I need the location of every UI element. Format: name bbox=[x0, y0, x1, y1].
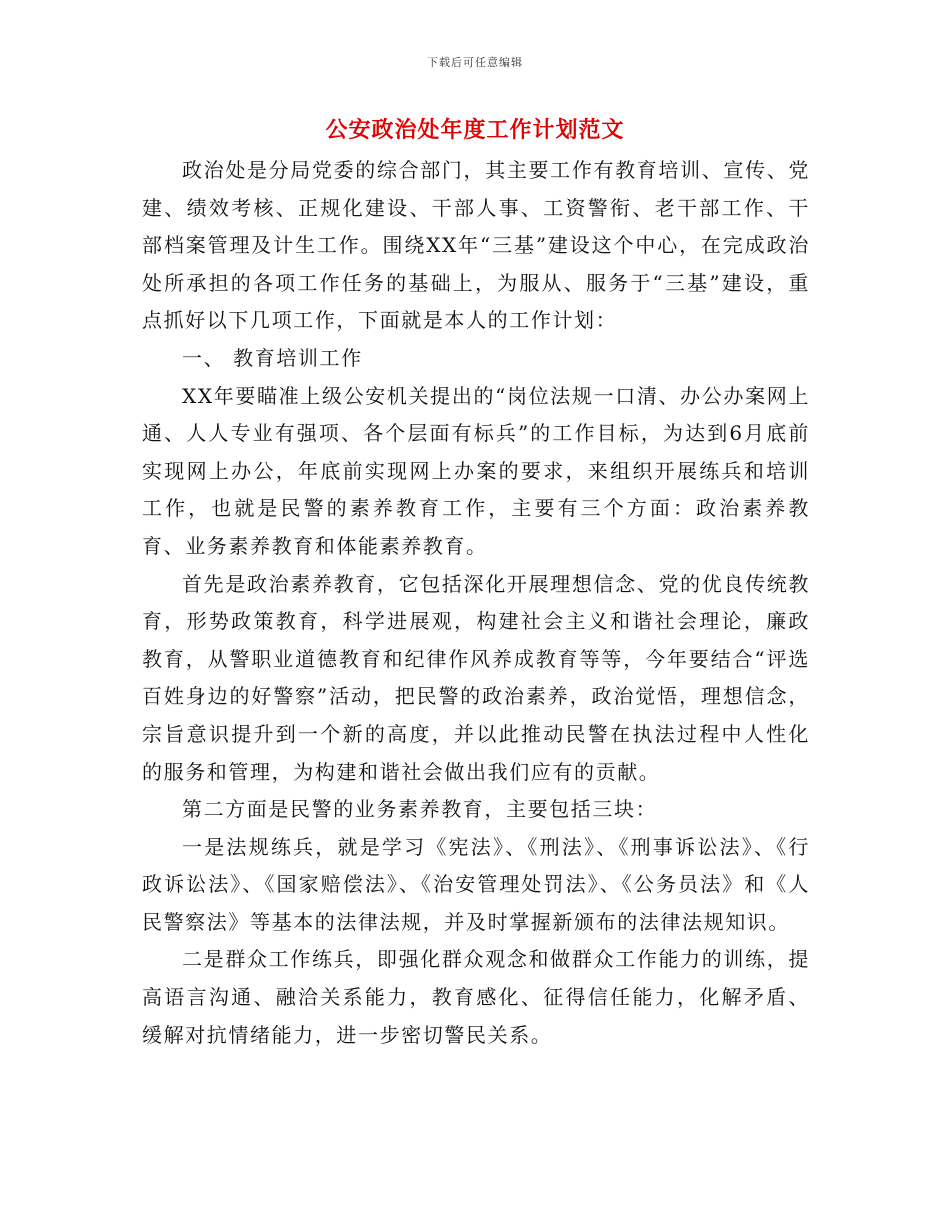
paragraph-intro: 政治处是分局党委的综合部门，其主要工作有教育培训、宣传、党建、绩效考核、正规化建设、干部人事、工资警衔、老干部工作、干部档案管理及计生工作。围绕XX年“三基”建设这个中心，在完成政治处所承担的各项工作任务的基础上，为服从、服务于“三基”建设，重点抓好以下几项工作，下面就是本人的工作计划： bbox=[142, 158, 810, 333]
paragraph-training-goals: XX年要瞄准上级公安机关提出的“岗位法规一口清、办公办案网上通、人人专业有强项、各个层面有标兵”的工作目标，为达到6月底前实现网上办公，年底前实现网上办案的要求，来组织开展练兵和培训工作，也就是民警的素养教育工作，主要有三个方面：政治素养教育、业务素养教育和体能素养教育。 bbox=[142, 383, 810, 558]
document-body bbox=[142, 152, 810, 1054]
paragraph-law-training: 一是法规练兵，就是学习《宪法》、《刑法》、《刑事诉讼法》、《行政诉讼法》、《国家赔偿法》、《治安管理处罚法》、《公务员法》和《人民警察法》等基本的法律法规，并及时掌握新颁布的法律法规知识。 bbox=[142, 834, 810, 934]
document-title: 公安政治处年度工作计划范文 bbox=[325, 117, 625, 143]
paragraph-professional-education: 第二方面是民警的业务素养教育，主要包括三块： bbox=[182, 797, 658, 822]
header-note: 下载后可任意编辑 bbox=[427, 56, 523, 69]
paragraph-political-education: 首先是政治素养教育，它包括深化开展理想信念、党的优良传统教育，形势政策教育，科学进展观，构建社会主义和谐社会理论，廉政教育，从警职业道德教育和纪律作风养成教育等等，今年要结合“评选百姓身边的好警察”活动，把民警的政治素养，政治觉悟，理想信念，宗旨意识提升到一个新的高度，并以此推动民警在执法过程中人性化的服务和管理，为构建和谐社会做出我们应有的贡献。 bbox=[142, 571, 810, 784]
section-heading-education-training: 一、 教育培训工作 bbox=[182, 345, 363, 370]
paragraph-mass-work-training: 二是群众工作练兵，即强化群众观念和做群众工作能力的训练，提高语言沟通、融洽关系能力，教育感化、征得信任能力，化解矛盾、缓解对抗情绪能力，进一步密切警民关系。 bbox=[142, 947, 810, 1047]
